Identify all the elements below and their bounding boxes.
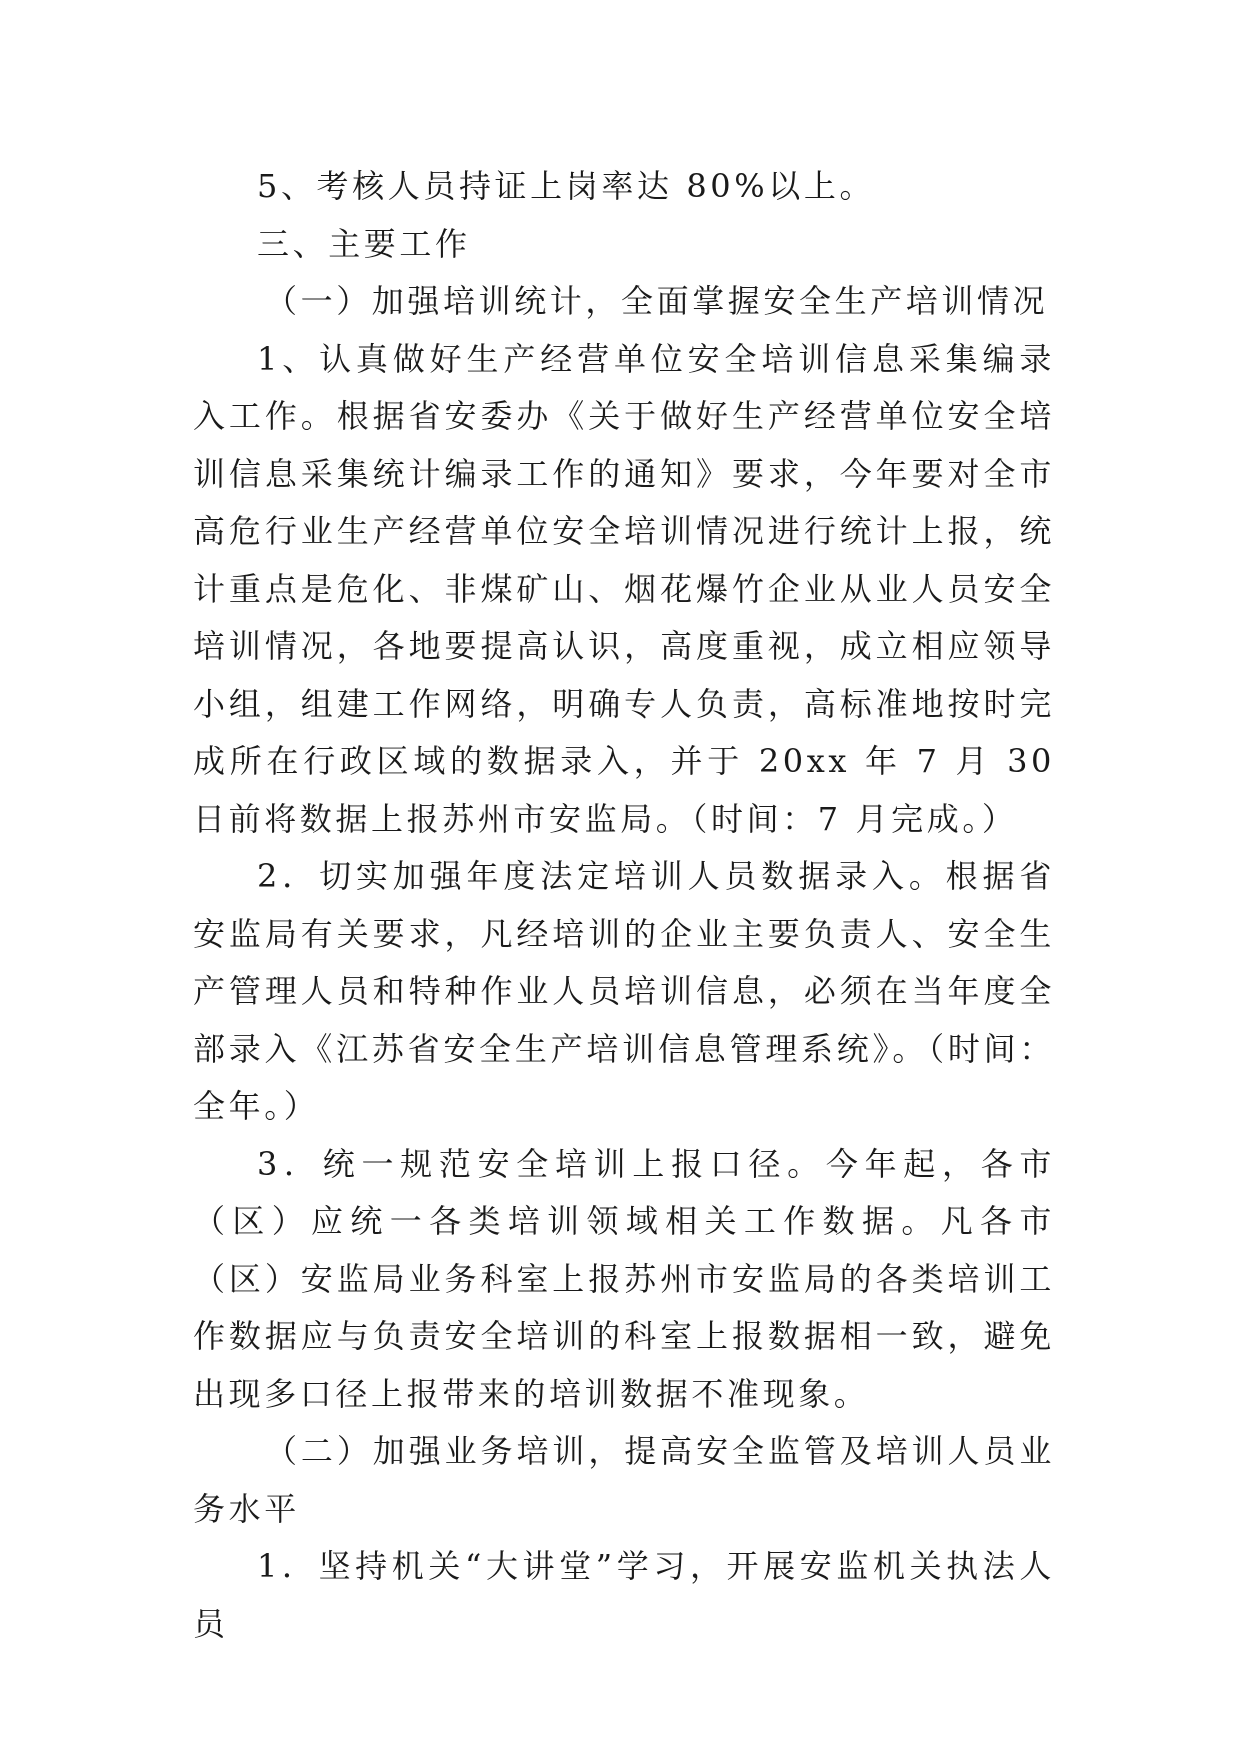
subsection-heading-1: （一）加强培训统计，全面掌握安全生产培训情况 [265,282,1049,320]
subsection-heading-2: （二）加强业务培训，提高安全监管及培训人员业务水平 [193,1432,1055,1528]
document-body [193,158,1055,1653]
paragraph-item-4: 1．坚持机关“大讲堂”学习，开展安监机关执法人员 [193,1547,1055,1643]
paragraph-item-2: 2．切实加强年度法定培训人员数据录入。根据省安监局有关要求，凡经培训的企业主要负责人、安全生产管理人员和特种作业人员培训信息，必须在当年度全部录入《江苏省安全生产培训信息管理系统》。（时间：全年。） [193,857,1055,1125]
paragraph-goal-5: 5、考核人员持证上岗率达 80%以上。 [257,167,876,205]
section-heading-main-work: 三、主要工作 [257,224,471,263]
paragraph-item-1: 1、认真做好生产经营单位安全培训信息采集编录入工作。根据省安委办《关于做好生产经营单位安全培训信息采集统计编录工作的通知》要求，今年要对全市高危行业生产经营单位安全培训情况进行统计上报，统计重点是危化、非煤矿山、烟花爆竹企业从业人员安全培训情况，各地要提高认识，高度重视，成立相应领导小组，组建工作网络，明确专人负责，高标准地按时完成所在行政区域的数据录入，并于 20xx 年 7 月 30 日前将数据上报苏州市安监局。（时间：7 月完成。） [193,339,1055,838]
paragraph-item-3: 3．统一规范安全培训上报口径。今年起，各市（区）应统一各类培训领域相关工作数据。凡各市（区）安监局业务科室上报苏州市安监局的各类培训工作数据应与负责安全培训的科室上报数据相一致，避免出现多口径上报带来的培训数据不准现象。 [193,1144,1055,1413]
